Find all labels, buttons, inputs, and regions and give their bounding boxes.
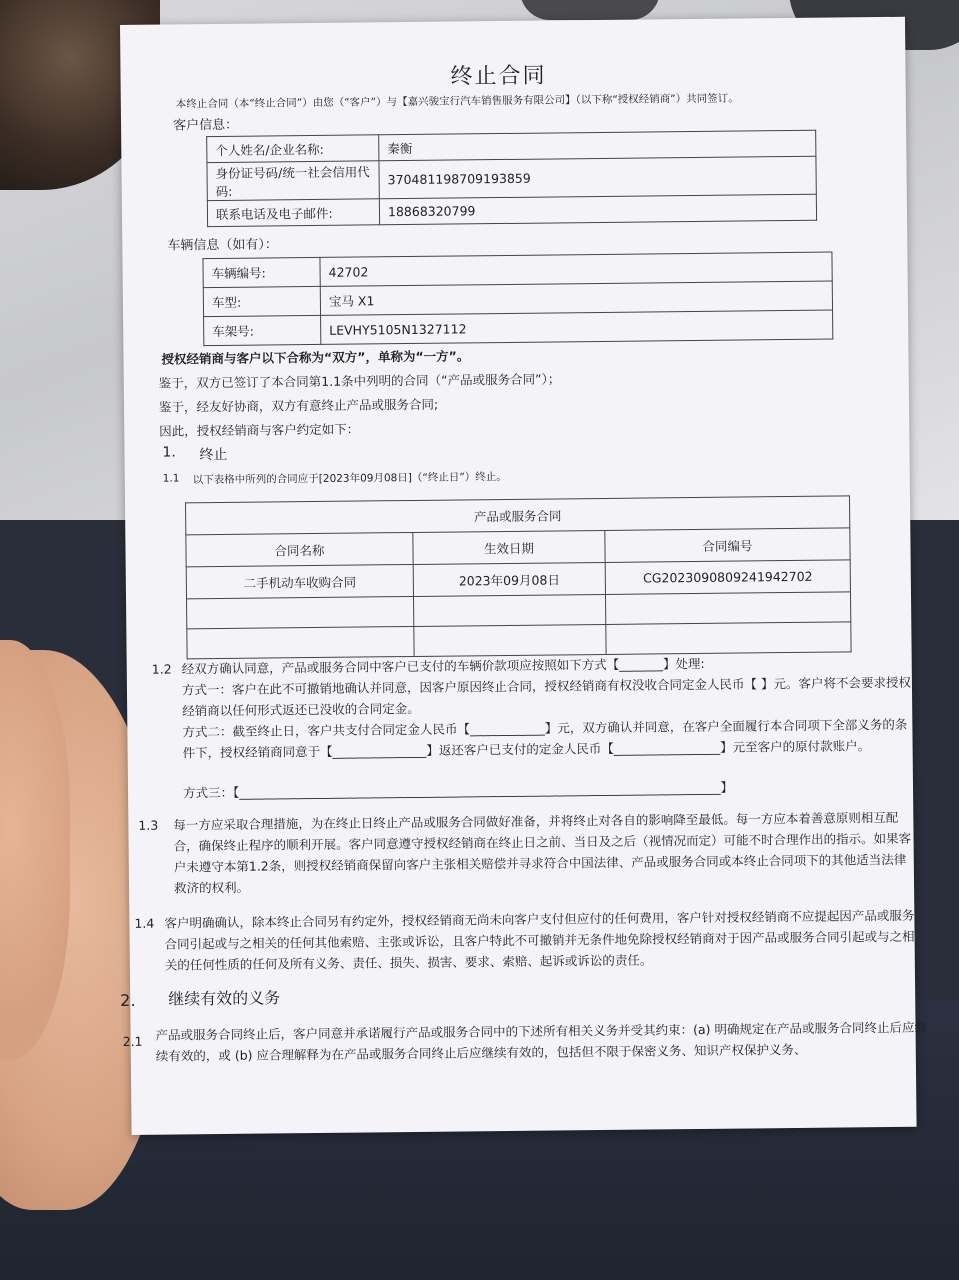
clause-1-1-text: 以下表格中所列的合同应于[2023年09月08日]（“终止日”）终止。 — [192, 470, 507, 487]
contract-table — [185, 495, 852, 659]
vehicle-row — [204, 310, 833, 346]
vehicle-label: 车型: — [203, 286, 320, 316]
clause-1-2-way-1: 方式一：客户在此不可撤销地确认并同意，因客户原因终止合同，授权经销商有权没收合同定金人民币【 】元。客户将不会要求授权经销商以任何形式返还已没收的合同定金。 — [181, 674, 911, 719]
clause-2-1-text: 产品或服务合同终止后，客户同意并承诺履行产品或服务合同中的下述所有相关义务并受其约束：(a) 明确规定在产品或服务合同终止后应继续有效的，或 (b) 应合理解释为在产品或服务合同终止后应继续有效的，包括但不限于保密义务、知识产权保护义务、 — [155, 1019, 928, 1064]
contract-number-cell: CG2023090809241942702 — [605, 560, 850, 595]
clause-1-2-text: 经双方确认同意，产品或服务合同中客户已支付的车辆价款项应按照如下方式【_______】处理: — [181, 655, 705, 677]
clause-2-1-number: 2.1 — [122, 1033, 143, 1050]
contract-date-cell — [414, 594, 606, 626]
customer-info-table — [206, 130, 817, 227]
clause-1-3-number: 1.3 — [138, 817, 159, 833]
customer-value: 18868320799 — [379, 194, 816, 225]
clause-1-2-number: 1.2 — [151, 661, 172, 677]
contract-name-cell — [187, 596, 414, 628]
vehicle-label: 车辆编号: — [203, 257, 320, 287]
contract-number-cell — [605, 592, 850, 625]
customer-label: 联系电话及电子邮件: — [207, 199, 379, 227]
section-2-number: 2. — [120, 990, 136, 1011]
contract-name-cell — [187, 626, 414, 658]
contract-header-number: 合同编号 — [605, 528, 850, 563]
background-object-2 — [520, 0, 660, 20]
clause-1-1-number: 1.1 — [162, 472, 180, 485]
clause-1-4-number: 1.4 — [134, 915, 155, 931]
vehicle-label: 车架号: — [204, 315, 321, 345]
customer-label: 个人姓名/企业名称: — [207, 135, 379, 163]
contract-header-name: 合同名称 — [186, 532, 413, 566]
clause-1-3-text: 每一方应采取合理措施，为在终止日终止产品或服务合同做好准备，并将终止对各自的影响降至最低。每一方应本着善意原则相互配合，确保终止程序的顺利开展。客户同意遵守授权经销商在终止日之前、当日及之后（视情况而定）可能不时合理作出的指示。如果客户未遵守本第1.2条，则授权经销商保留向客户主张相关赔偿并寻求符合中国法律、产品或服务合同或本终止合同项下的其他适当法律救济的权利。 — [173, 809, 912, 896]
vehicle-value: 宝马 X1 — [320, 281, 832, 315]
document-title: 终止合同 — [450, 63, 547, 90]
parties-definition: 授权经销商与客户以下合称为“双方”，单称为“一方”。 — [161, 348, 470, 367]
whereas-clause-1: 鉴于，双方已签订了本合同第1.1条中列明的合同（“产品或服务合同”）； — [158, 371, 561, 391]
clause-1-2-way-2: 方式二：截至终止日，客户共支付合同定金人民币【____________】元，双方确认并同意，在客户全面履行本合同项下全部义务的条件下，授权经销商同意于【_______________】返还客户已支付的定金人民币【_________________】元至客户的原付款账户。 — [182, 716, 908, 761]
section-1-title: 终止 — [199, 446, 228, 464]
customer-info-heading: 客户信息： — [172, 117, 239, 134]
contract-header-date: 生效日期 — [413, 530, 605, 564]
contract-paper — [120, 17, 928, 1135]
clause-1-4-text: 客户明确确认，除本终止合同另有约定外，授权经销商无尚未向客户支付但应付的任何费用，客户针对授权经销商不应提起因产品或服务合同引起或与之相关的任何其他索赔、主张或诉讼，且客户特此不可撤销并无条件地免除授权经销商对于因产品或服务合同引起或与之相关的任何性质的任何及所有义务、责任、损失、损害、要求、索赔、起诉或诉讼的责任。 — [164, 907, 915, 973]
whereas-clause-2: 鉴于，经友好协商，双方有意终止产品或服务合同; — [158, 396, 439, 415]
vehicle-info-heading: 车辆信息（如有）： — [167, 237, 278, 254]
customer-row — [207, 194, 816, 226]
section-2-title: 继续有效的义务 — [168, 988, 281, 1009]
therefore-clause: 因此，授权经销商与客户约定如下： — [159, 421, 360, 439]
customer-value: 秦衡 — [379, 130, 816, 161]
intro-text: 本终止合同（本“终止合同”）由您（“客户”）与【嘉兴骏宝行汽车销售服务有限公司】（以下称“授权经销商”）共同签订。 — [175, 92, 739, 111]
contract-table-caption: 产品或服务合同 — [186, 496, 850, 535]
section-1-number: 1. — [162, 444, 176, 461]
customer-value: 370481198709193859 — [379, 156, 816, 199]
clause-1-2-way-3: 方式三：【_____________________________________________________________________________】 — [182, 779, 734, 801]
contract-number-cell — [606, 622, 851, 655]
customer-row — [207, 156, 816, 200]
customer-label: 身份证号码/统一社会信用代码: — [207, 161, 379, 201]
contract-date-cell: 2023年09月08日 — [413, 562, 605, 596]
contract-name-cell: 二手机动车收购合同 — [186, 564, 413, 598]
vehicle-value: 42702 — [320, 252, 832, 286]
vehicle-info-table — [202, 252, 833, 347]
contract-date-cell — [414, 624, 606, 656]
vehicle-value: LEVHY5105N1327112 — [321, 310, 833, 344]
